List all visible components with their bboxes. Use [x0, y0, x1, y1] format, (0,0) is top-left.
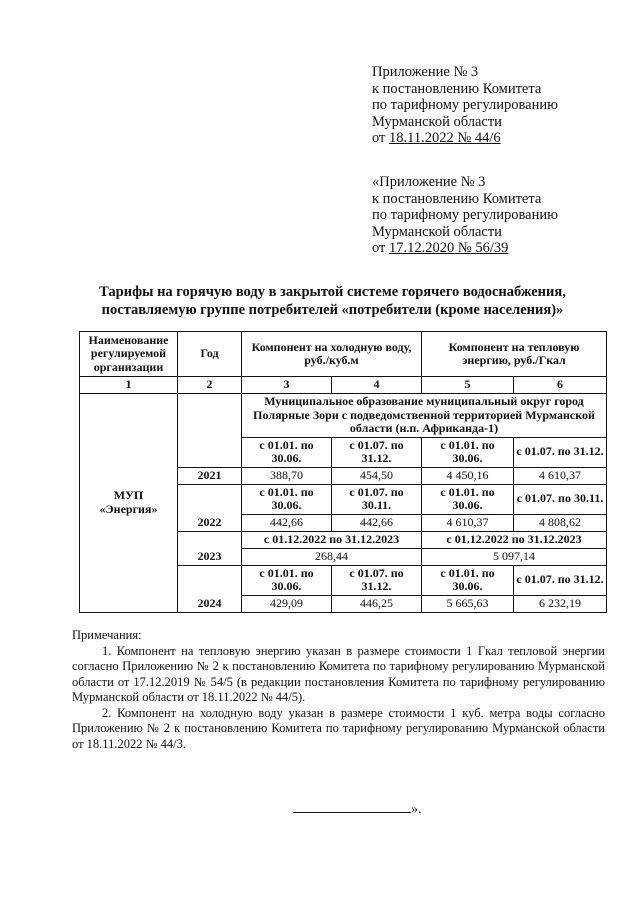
value-cell: 4 610,37 — [422, 514, 514, 531]
period-cell: с 01.07. по 31.12. — [332, 437, 422, 467]
year-cell: 2024 — [178, 595, 242, 612]
appendix-number-sign: № — [453, 130, 475, 146]
table-row — [80, 394, 607, 438]
column-number: 4 — [332, 377, 422, 394]
document-title — [60, 283, 605, 319]
appendix-line: к постановлению Комитета — [372, 190, 542, 207]
tariff-table — [79, 331, 607, 613]
column-number: 2 — [178, 377, 242, 394]
header-year: Год — [178, 332, 242, 377]
value-cell: 6 232,19 — [514, 595, 607, 612]
period-cell: с 01.07. по 30.11. — [332, 484, 422, 514]
value-cell: 268,44 — [242, 548, 422, 565]
year-cell: 2021 — [178, 467, 242, 484]
period-cell: с 01.07. по 31.12. — [514, 437, 607, 467]
value-cell: 4 450,16 — [422, 467, 514, 484]
column-number-row — [80, 377, 607, 394]
period-cell: с 01.01. по 30.06. — [422, 565, 514, 595]
appendix-line: «Приложение № 3 — [372, 174, 486, 190]
appendix-date: 17.12.2020 — [389, 240, 455, 256]
value-cell: 388,70 — [242, 467, 332, 484]
value-cell: 429,09 — [242, 595, 332, 612]
appendix-number: 56/39 — [475, 240, 509, 256]
year-cell: 2023 — [178, 548, 242, 565]
period-cell: с 01.07. по 31.12. — [514, 565, 607, 595]
period-cell: с 01.12.2022 по 31.12.2023 — [422, 531, 607, 548]
organization-cell — [80, 394, 178, 613]
notes-heading: Примечания: — [72, 628, 142, 642]
signature-blank — [293, 800, 411, 813]
appendix-line: Мурманской области — [372, 223, 502, 240]
value-cell: 4 610,37 — [514, 467, 607, 484]
appendix-line: Мурманской области — [372, 113, 502, 130]
appendix-date-line — [372, 240, 558, 257]
table-header-row — [80, 332, 607, 377]
appendix-header-previous — [372, 174, 558, 257]
appendix-number-sign: № — [454, 240, 476, 256]
note-item: 2. Компонент на холодную воду указан в размере стоимости 1 куб. метра воды согласно Приложению № 2 к постановлению Комитета по тарифному регулированию Мурманской области от 18.11.2022 № 44/3. — [72, 705, 605, 751]
header-org: Наименование регулируемой организации — [80, 332, 178, 377]
title-line: Тарифы на горячую воду в закрытой системе горячего водоснабжения, — [99, 284, 566, 300]
period-cell: с 01.01. по 30.06. — [242, 437, 332, 467]
value-cell: 5 097,14 — [422, 548, 607, 565]
appendix-line: по тарифному регулированию — [372, 97, 558, 113]
column-number: 3 — [242, 377, 332, 394]
year-cell: 2022 — [178, 514, 242, 531]
notes-section — [72, 628, 605, 752]
title-line: поставляемую группе потребителей «потребители (кроме населения)» — [101, 302, 564, 318]
appendix-header-current — [372, 64, 558, 147]
period-cell: с 01.07. по 31.12. — [332, 565, 422, 595]
organization-line: «Энергия» — [99, 501, 158, 516]
column-number: 1 — [80, 377, 178, 394]
municipality-cell: Муниципальное образование муниципальный округ город Полярные Зори с подведомственной территорией Мурманской области (н.п. Африканда-1) — [242, 394, 607, 438]
value-cell: 5 665,63 — [422, 595, 514, 612]
value-cell: 446,25 — [332, 595, 422, 612]
value-cell: 4 808,62 — [514, 514, 607, 531]
appendix-line: по тарифному регулированию — [372, 207, 558, 223]
period-cell: с 01.01. по 30.06. — [242, 565, 332, 595]
note-item: 1. Компонент на тепловую энергию указан в размере стоимости 1 Гкал тепловой энергии согласно Приложению № 2 к постановлению Комитета по тарифному регулированию Мурманской области от 17.12.2019 № 54/5 (в редакции постановления Комитета по тарифному регулированию Мурманской области от 18.11.2022 № 44/5). — [72, 643, 605, 704]
closing-line — [293, 800, 422, 818]
period-cell: с 01.12.2022 по 31.12.2023 — [242, 531, 422, 548]
column-number: 6 — [514, 377, 607, 394]
appendix-prefix: от — [372, 130, 390, 146]
appendix-line: Приложение № 3 — [372, 64, 479, 80]
column-number: 5 — [422, 377, 514, 394]
header-heat-component: Компонент на тепловую энергию, руб./Гкал — [422, 332, 607, 377]
appendix-date: 18.11.2022 — [389, 130, 454, 146]
period-cell: с 01.01. по 30.06. — [242, 484, 332, 514]
header-cold-component: Компонент на холодную воду, руб./куб.м — [242, 332, 422, 377]
appendix-number: 44/6 — [474, 130, 501, 146]
appendix-line: к постановлению Комитета — [372, 80, 542, 97]
period-cell: с 01.01. по 30.06. — [422, 484, 514, 514]
value-cell: 454,50 — [332, 467, 422, 484]
organization-line: МУП — [113, 488, 144, 503]
closing-mark: ». — [411, 802, 422, 817]
value-cell: 442,66 — [242, 514, 332, 531]
appendix-date-line — [372, 130, 558, 147]
appendix-prefix: от — [372, 240, 390, 256]
period-cell: с 01.01. по 30.06. — [422, 437, 514, 467]
period-cell: с 01.07. по 30.11. — [514, 484, 607, 514]
value-cell: 442,66 — [332, 514, 422, 531]
